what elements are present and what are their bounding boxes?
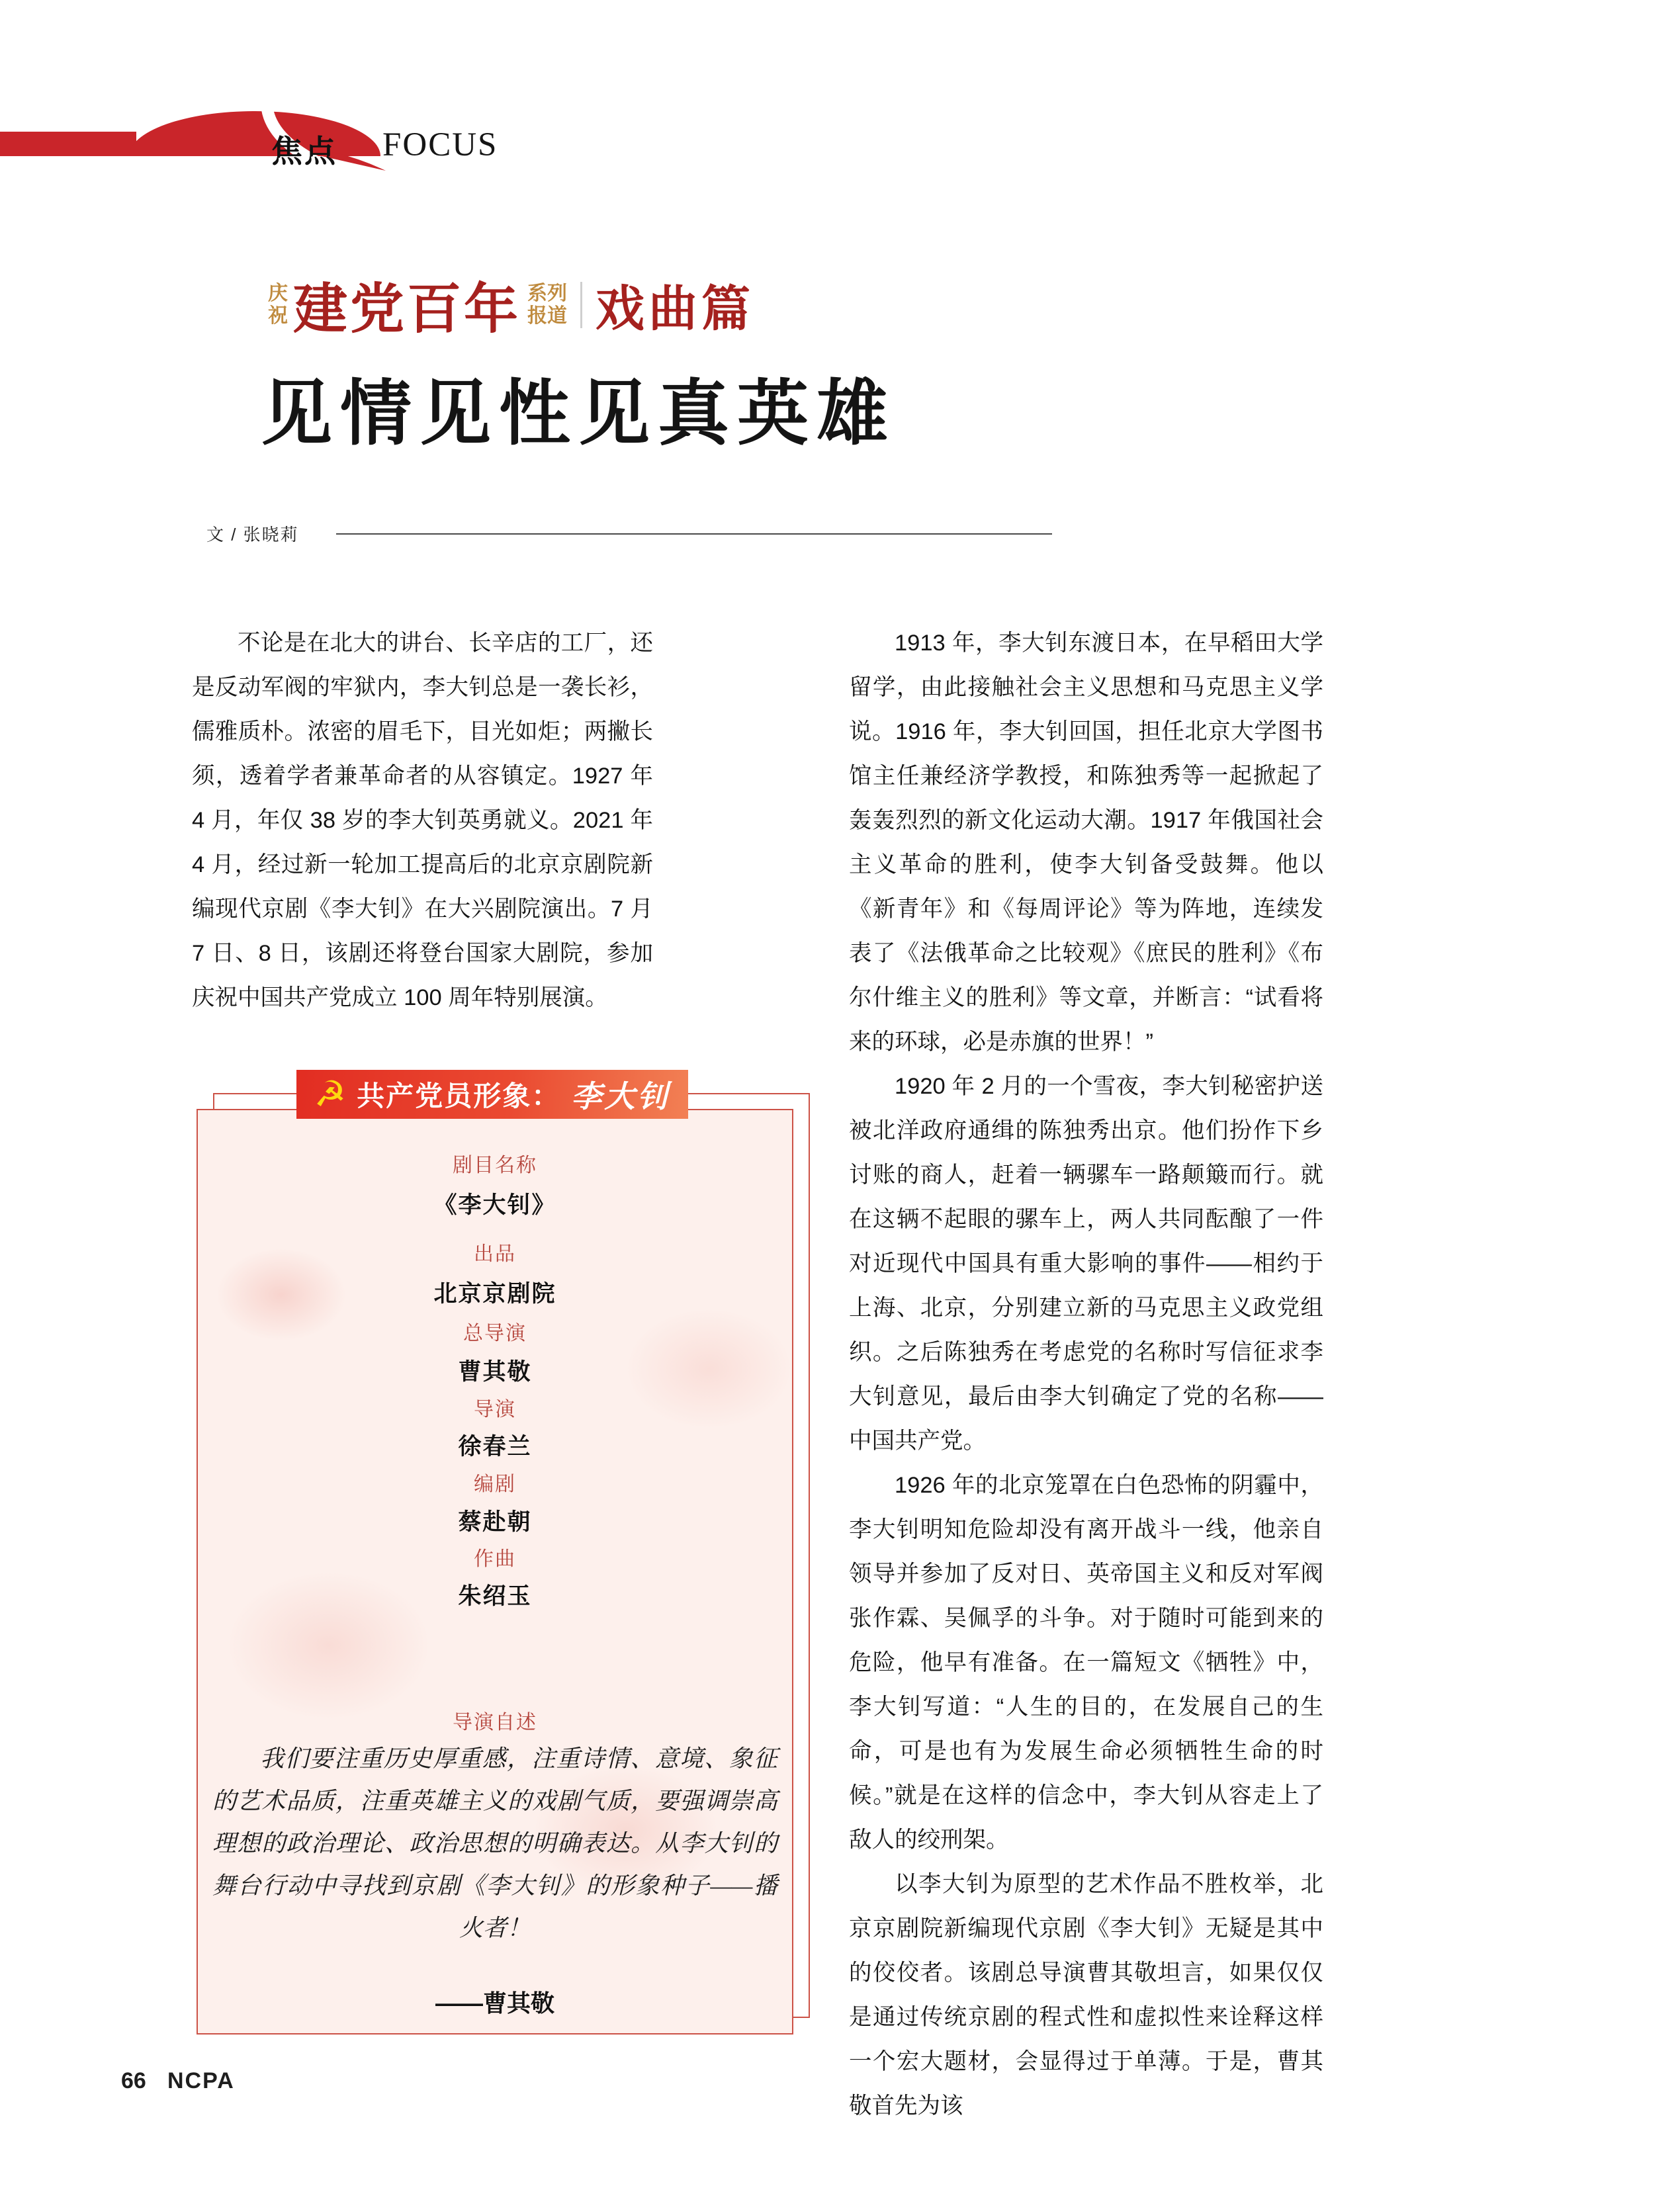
footer-brand: NCPA: [167, 2068, 235, 2093]
infobox-banner: [296, 1070, 688, 1119]
series-divider: [580, 282, 582, 328]
infobox-banner-title: 共产党员形象：: [357, 1080, 561, 1112]
series-main-calligraphy: 建党百年: [293, 279, 521, 339]
credit-label: 导演: [474, 1399, 516, 1421]
byline-rule: [336, 533, 1052, 535]
credit-label: 出品: [474, 1243, 516, 1265]
series-banner: [268, 266, 754, 343]
credit-label: 作曲: [474, 1548, 516, 1570]
byline: 文 / 张晓莉: [206, 525, 299, 545]
series-prefix-char2: 祝: [268, 304, 288, 327]
credit-value: 北京京剧院: [433, 1281, 556, 1307]
infobox-banner-name: 李大钊: [571, 1080, 671, 1114]
paragraph: 以李大钊为原型的艺术作品不胜枚举，北京京剧院新编现代京剧《李大钊》无疑是其中的佼佼者。该剧总导演曹其敬坦言，如果仅仅是通过传统京剧的程式性和虚拟性来诠释这样一个宏大题材，会显得过于单薄。于是，曹其敬首先为该: [849, 1872, 1323, 2119]
party-emblem-icon: ☭: [314, 1074, 347, 1114]
credit-value: 徐春兰: [458, 1434, 532, 1460]
left-column: [192, 621, 653, 1020]
credit-label: 编剧: [474, 1473, 516, 1495]
article-title: 见情见性见真英雄: [261, 375, 897, 454]
infobox: [197, 1109, 793, 2035]
paragraph: 1913 年，李大钊东渡日本，在早稻田大学留学，由此接触社会主义思想和马克思主义学说。1916 年，李大钊回国，担任北京大学图书馆主任兼经济学教授，和陈独秀等一起掀起了轰轰烈烈的新文化运动大潮。1917 年俄国社会主义革命的胜利，使李大钊备受鼓舞。他以《新青年》和《每周评论》等为阵地，连续发表了《法俄革命之比较观》《庶民的胜利》《布尔什维主义的胜利》等文章，并断言：“试看将来的环球，必是赤旗的世界！”: [849, 631, 1323, 1055]
paragraph: 不论是在北大的讲台、长辛店的工厂，还是反动军阀的牢狱内，李大钊总是一袭长衫，儒雅质朴。浓密的眉毛下，目光如炬；两撇长须，透着学者兼革命者的从容镇定。1927 年 4 月，年仅 38 岁的李大钊英勇就义。2021 年 4 月，经过新一轮加工提高后的北京京剧院新编现代京剧《李大钊》在大兴剧院演出。7 月 7 日、8 日，该剧还将登台国家大剧院，参加庆祝中国共产党成立 100 周年特别展演。: [192, 631, 653, 1010]
series-suffix-line1: 系列: [527, 282, 568, 304]
series-suffix-line2: 报道: [527, 304, 568, 327]
series-prefix-char1: 庆: [268, 282, 288, 304]
paragraph: 1926 年的北京笼罩在白色恐怖的阴霾中，李大钊明知危险却没有离开战斗一线，他亲自领导并参加了反对日、英帝国主义和反对军阀张作霖、吴佩孚的斗争。对于随时可能到来的危险，他早有准备。在一篇短文《牺牲》中，李大钊写道：“人生的目的，在发展自己的生命，可是也有为发展生命必须牺牲生命的时候。”就是在这样的信念中，李大钊从容走上了敌人的绞刑架。: [849, 1473, 1323, 1853]
header-arc-logo: [122, 106, 387, 172]
credit-value: 朱绍玉: [458, 1583, 532, 1609]
right-column: [849, 621, 1323, 2128]
section-title-en: FOCUS: [382, 126, 498, 163]
credit-value: 《李大钊》: [433, 1192, 556, 1218]
series-category: 戏曲篇: [596, 282, 755, 337]
series-prefix: [268, 283, 288, 328]
credit-label: 剧目名称: [453, 1155, 537, 1176]
series-suffix: [527, 283, 567, 328]
statement-label: 导演自述: [453, 1712, 537, 1733]
page-number: 66: [121, 2068, 146, 2093]
section-title-cn: 焦点: [271, 134, 337, 169]
statement-attribution: ——曹其敬: [435, 1990, 554, 2017]
header-red-bar: [0, 132, 136, 156]
paragraph: 1920 年 2 月的一个雪夜，李大钊秘密护送被北洋政府通缉的陈独秀出京。他们扮作下乡讨账的商人，赶着一辆骡车一路颠簸而行。就在这辆不起眼的骡车上，两人共同酝酿了一件对近现代中国具有重大影响的事件——相约于上海、北京，分别建立新的马克思主义政党组织。之后陈独秀在考虑党的名称时写信征求李大钊意见，最后由李大钊确定了党的名称——中国共产党。: [849, 1074, 1323, 1454]
director-statement-quote: 我们要注重历史厚重感，注重诗情、意境、象征的艺术品质，注重英雄主义的戏剧气质，要强调崇高理想的政治理论、政治思想的明确表达。从李大钊的舞台行动中寻找到京剧《李大钊》的形象种子——播火者！: [212, 1745, 777, 1941]
credit-label: 总导演: [463, 1323, 527, 1344]
credit-value: 曹其敬: [458, 1359, 532, 1385]
credit-value: 蔡赴朝: [458, 1509, 532, 1535]
